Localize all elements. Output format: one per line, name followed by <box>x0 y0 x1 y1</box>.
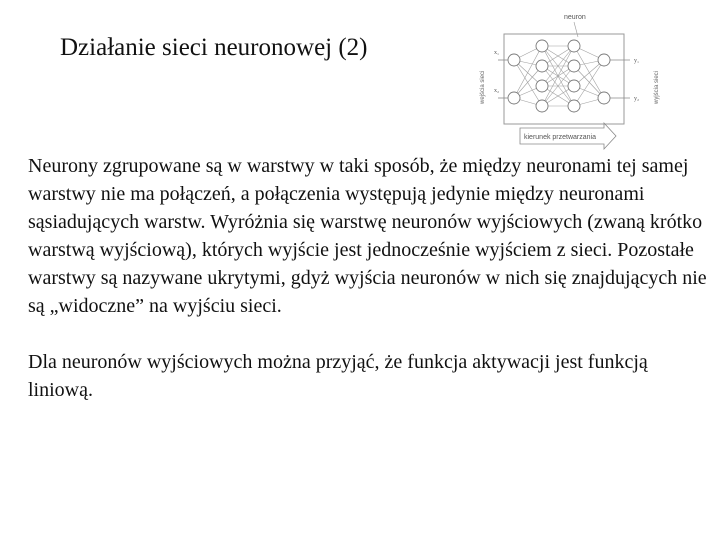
input-label-1: x₁ <box>494 50 500 56</box>
neuron-node <box>508 54 520 66</box>
neuron-node <box>536 100 548 112</box>
inputs-label: wejścia sieci <box>480 70 486 104</box>
neuron-node <box>568 100 580 112</box>
neuron-node <box>598 54 610 66</box>
neural-network-svg <box>470 4 670 152</box>
neuron-node <box>568 60 580 72</box>
neuron-node <box>536 80 548 92</box>
neuron-node <box>568 40 580 52</box>
output-label-1: y₁ <box>634 58 640 64</box>
direction-label: kierunek przetwarzania <box>524 134 596 141</box>
paragraph-activation: Dla neuronów wyjściowych można przyjąć, że funkcja aktywacji jest funkcją liniową. <box>28 351 648 401</box>
diagram-frame <box>504 34 624 124</box>
network-neurons <box>508 40 610 112</box>
neuron-pointer-line <box>574 22 578 37</box>
neuron-node <box>598 92 610 104</box>
neuron-node <box>536 60 548 72</box>
neuron-node <box>568 80 580 92</box>
neural-network-diagram <box>470 4 670 152</box>
slide-body <box>28 152 708 404</box>
output-label-2: y₂ <box>634 96 640 102</box>
neuron-node <box>536 40 548 52</box>
network-connections <box>514 46 604 106</box>
slide-title: Działanie sieci neuronowej (2) <box>60 34 368 61</box>
input-label-2: x₂ <box>494 88 500 94</box>
outputs-label: wyjścia sieci <box>654 70 660 104</box>
output-arrows <box>608 60 630 98</box>
neuron-node <box>508 92 520 104</box>
paragraph-layers: Neurony zgrupowane są w warstwy w taki sposób, że między neuronami tej samej warstwy nie ma połączeń, a połączenia występują jedynie między neuronami sąsiadujących warstw. Wyróżnia się warstwę neuronów wyjściowych (zwaną krótko warstwą wyjściową), których wyjście jest jednocześnie wyjściem z sieci. Pozostałe warstwy są nazywane ukrytymi, gdyż wyjścia neuronów w nich się znajdujących nie są „widoczne” na wyjściu sieci. <box>28 155 707 317</box>
neuron-label: neuron <box>564 14 586 21</box>
